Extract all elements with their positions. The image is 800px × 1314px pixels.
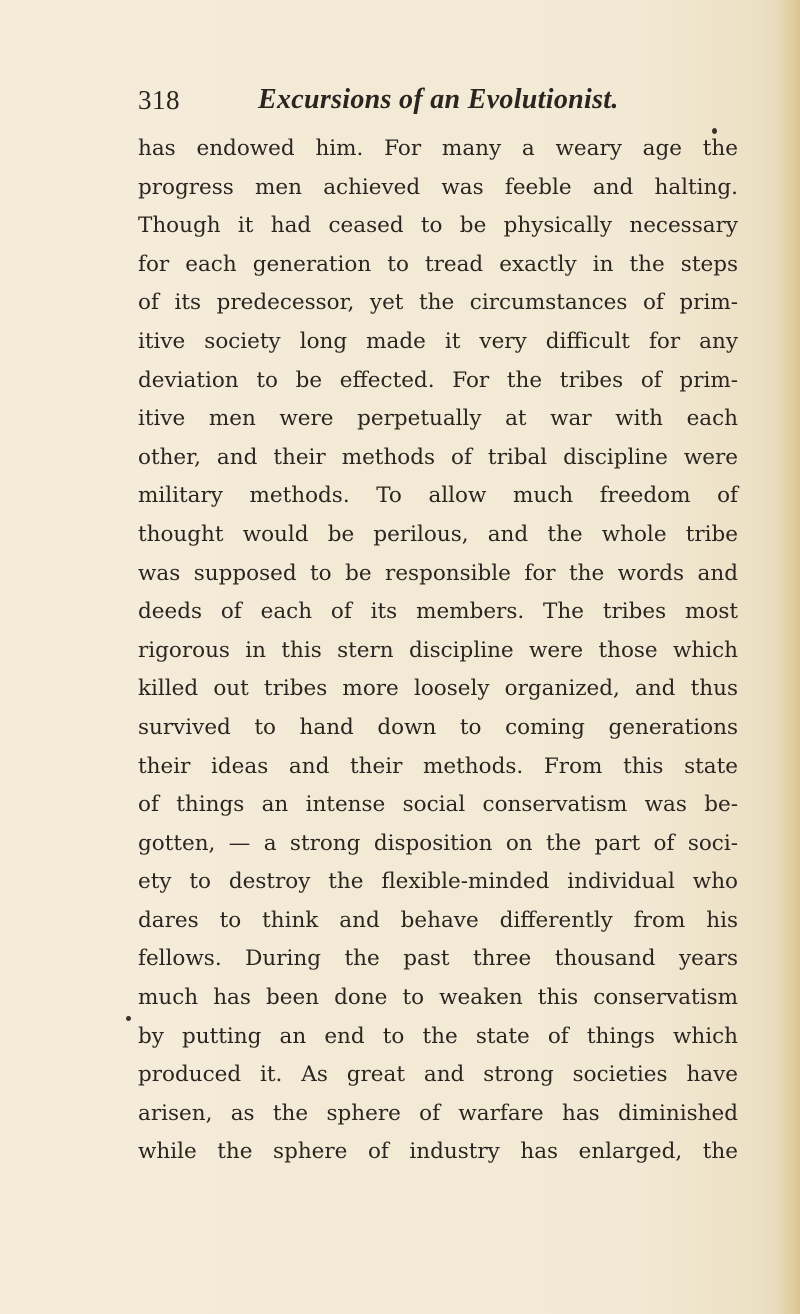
text-line: was supposed to be responsible for the words and [138,560,738,586]
text-line: of its predecessor, yet the circumstances of prim- [138,290,738,316]
text-line: of things an intense social conservatism was be- [138,792,738,818]
text-line: by putting an end to the state of things which [138,1023,738,1049]
text-line: killed out tribes more loosely organized, and thus [138,676,738,702]
page-number: 318 [138,85,180,115]
text-line: deeds of each of its members. The tribes most [138,599,738,625]
text-line: has endowed him. For many a weary age the [138,136,738,161]
text-line: other, and their methods of tribal discipline were [138,444,738,470]
page-header [138,82,738,122]
text-line: progress men achieved was feeble and halting. [138,174,738,200]
text-line: itive men were perpetually at war with each [138,406,738,432]
page-edge-shadow [778,0,800,1314]
text-line: rigorous in this stern discipline were those which [138,637,738,663]
text-line: deviation to be effected. For the tribes of prim- [138,367,738,393]
text-line: Though it had ceased to be physically necessary [138,213,738,239]
text-line: dares to think and behave differently from his [138,907,738,933]
text-line: fellows. During the past three thousand years [138,946,738,972]
text-line: thought would be perilous, and the whole tribe [138,521,738,547]
text-line: arisen, as the sphere of warfare has diminished [138,1100,738,1126]
text-line: military methods. To allow much freedom of [138,483,738,509]
text-line: produced it. As great and strong societies have [138,1062,738,1088]
text-line: for each generation to tread exactly in the steps [138,251,738,277]
text-line: survived to hand down to coming generations [138,714,738,740]
text-line: itive society long made it very difficult for any [138,328,738,354]
print-speck-mark [126,1016,131,1021]
text-line: gotten, — a strong disposition on the part of soci- [138,830,738,856]
text-line: while the sphere of industry has enlarged, the [138,1139,738,1165]
body-text [138,130,738,1172]
text-line: ety to destroy the flexible-minded individual who [138,869,738,895]
text-line: much has been done to weaken this conservatism [138,985,738,1011]
text-line: their ideas and their methods. From this state [138,753,738,779]
running-title: Excursions of an Evolutionist. [258,84,619,115]
